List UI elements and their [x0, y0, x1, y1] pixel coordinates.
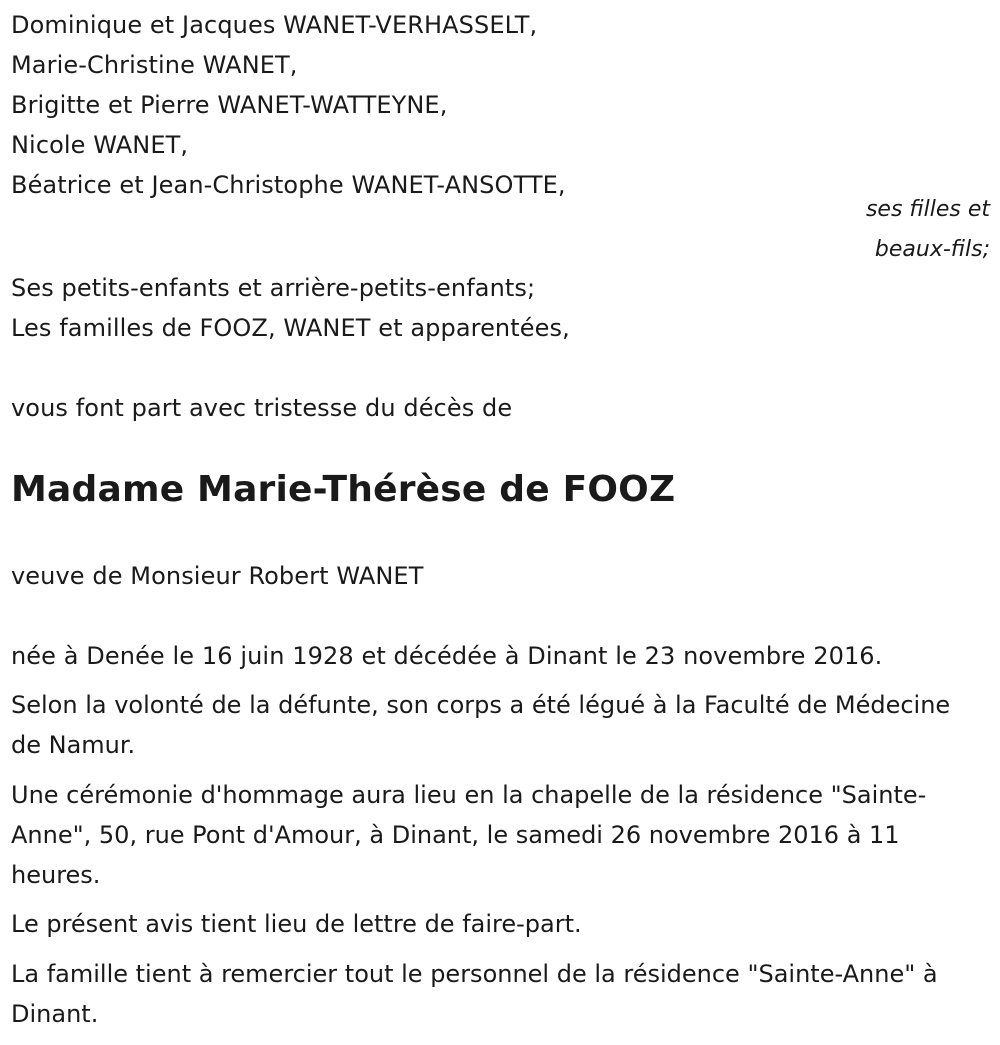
- family-line-5: Béatrice et Jean-Christophe WANET-ANSOTTE,: [11, 171, 566, 199]
- deceased-name: Madame Marie-Thérèse de FOOZ: [11, 469, 676, 510]
- relation-label-1: ses filles et: [865, 197, 990, 222]
- birth-death-line: née à Denée le 16 juin 1928 et décédée à Dinant le 23 novembre 2016.: [11, 642, 883, 670]
- family-line-2: Marie-Christine WANET,: [11, 51, 298, 79]
- family-line-4: Nicole WANET,: [11, 131, 189, 159]
- widow-of-line: veuve de Monsieur Robert WANET: [11, 562, 424, 590]
- grandchildren-line: Ses petits-enfants et arrière-petits-enfants;: [11, 274, 536, 302]
- thanks-paragraph: La famille tient à remercier tout le personnel de la résidence "Sainte-Anne" à Dinant.: [11, 960, 938, 1028]
- family-line-1: Dominique et Jacques WANET-VERHASSELT,: [11, 11, 538, 39]
- announcement-intro: vous font part avec tristesse du décès de: [11, 394, 513, 422]
- body-donation-paragraph: Selon la volonté de la défunte, son corps a été légué à la Faculté de Médecine de Namur.: [11, 691, 951, 759]
- family-line-3: Brigitte et Pierre WANET-WATTEYNE,: [11, 91, 448, 119]
- relation-label-2: beaux-fils;: [874, 237, 990, 262]
- notice-paragraph: Le présent avis tient lieu de lettre de faire-part.: [11, 910, 582, 938]
- families-line: Les familles de FOOZ, WANET et apparentées,: [11, 314, 570, 342]
- ceremony-paragraph: Une cérémonie d'hommage aura lieu en la chapelle de la résidence "Sainte-Anne", 50, rue Pont d'Amour, à Dinant, le samedi 26 novembre 2016 à 11 heures.: [11, 781, 927, 889]
